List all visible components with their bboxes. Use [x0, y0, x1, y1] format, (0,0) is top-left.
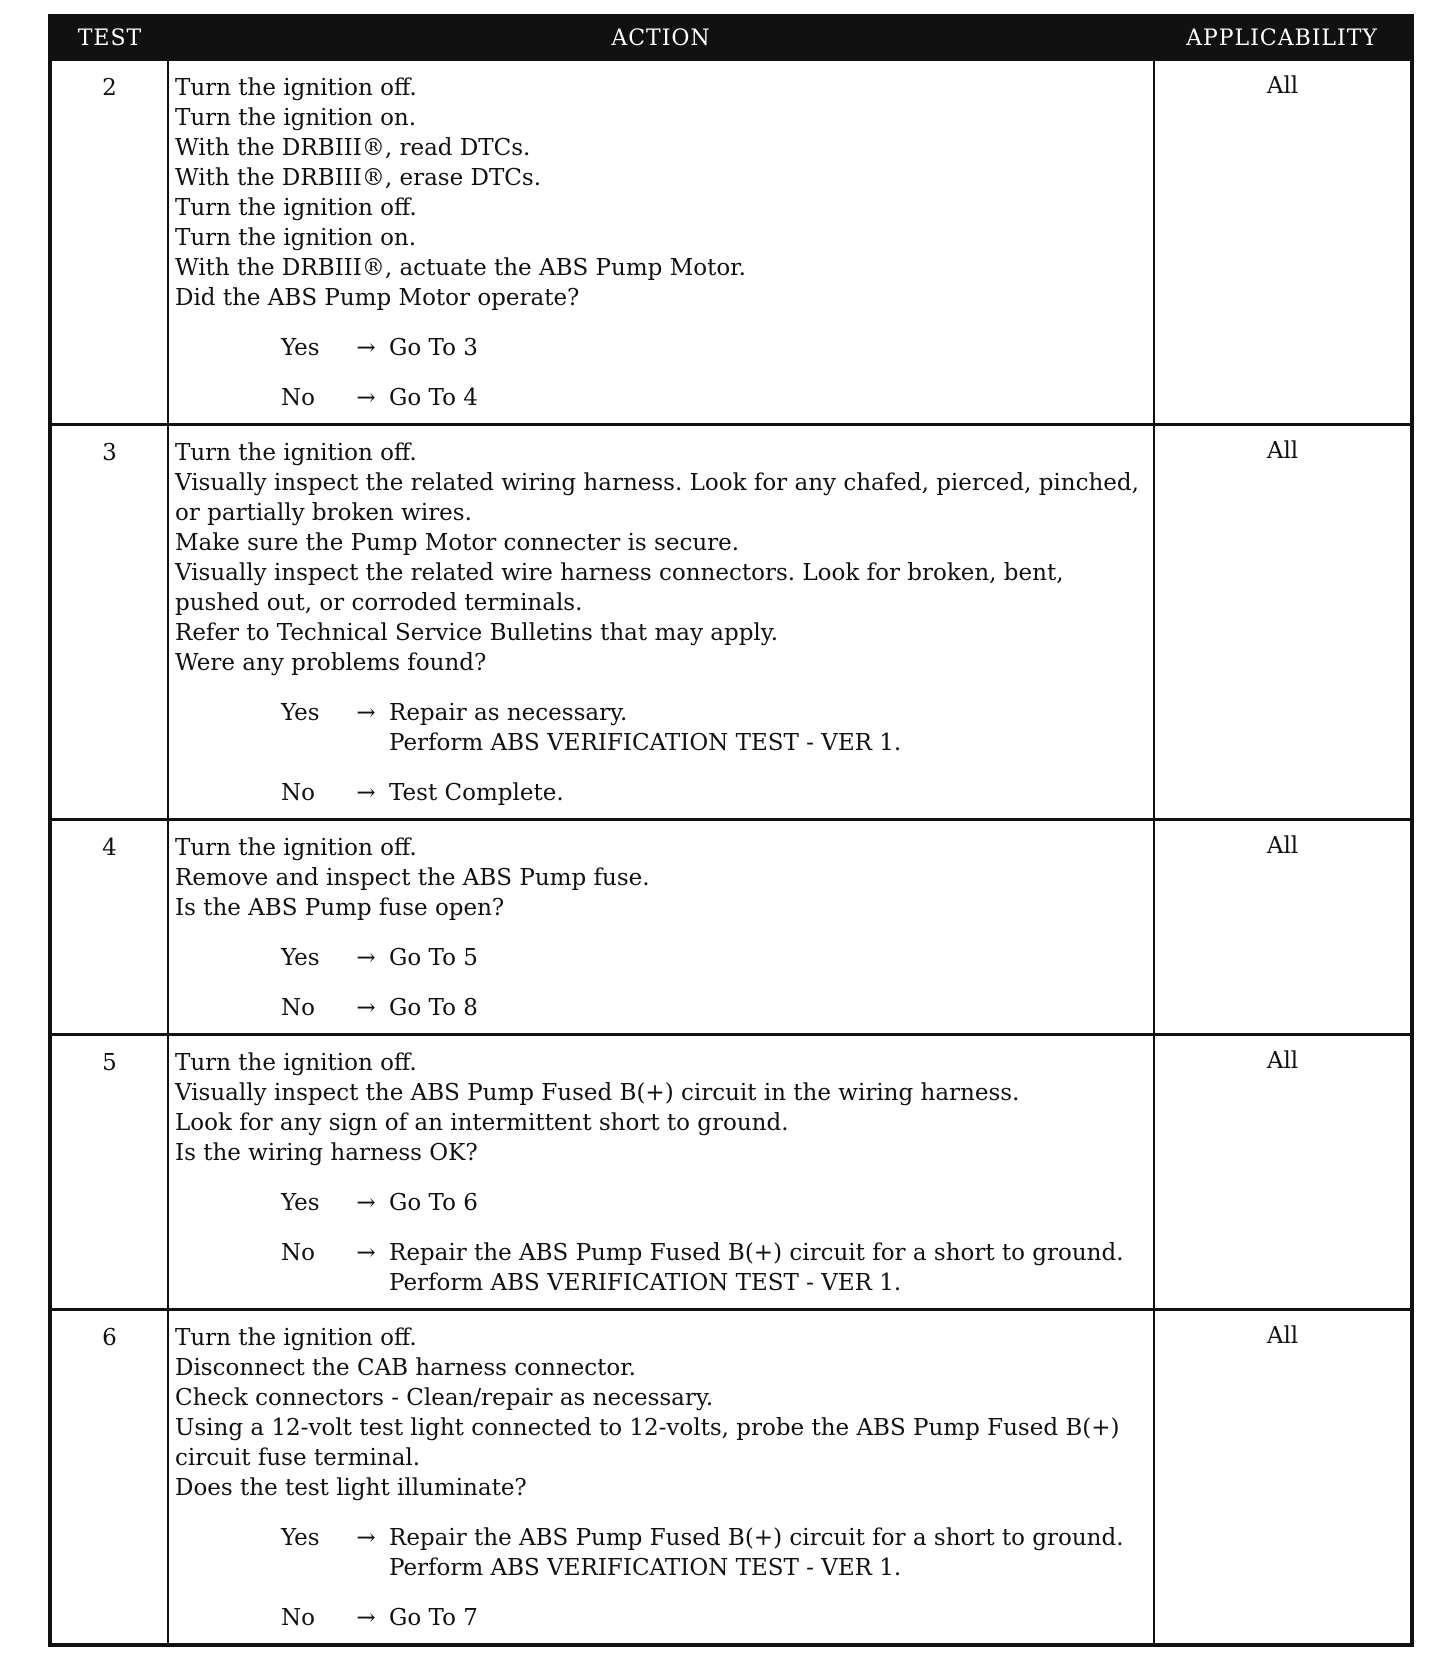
instruction-line: Remove and inspect the ABS Pump fuse. — [175, 865, 650, 891]
outcome-list — [175, 698, 1147, 808]
table-row — [50, 60, 1412, 425]
arrow-right-icon: → — [356, 1190, 376, 1216]
outcome-result-line: Perform ABS VERIFICATION TEST - VER 1. — [389, 1270, 902, 1296]
outcome-list — [175, 1188, 1147, 1298]
outcome-yes — [175, 333, 1147, 363]
applicability-value: All — [1154, 60, 1412, 425]
outcome-yes — [175, 943, 1147, 973]
arrow-right-icon: → — [356, 335, 376, 361]
table-row — [50, 425, 1412, 820]
outcome-answer: No — [281, 780, 315, 806]
instruction-list — [175, 73, 1147, 313]
instruction-line: Were any problems found? — [175, 650, 487, 676]
column-header-test: TEST — [50, 16, 168, 60]
outcome-result — [389, 1188, 1147, 1218]
outcome-result — [389, 1603, 1147, 1633]
instruction-line: With the DRBIII®, actuate the ABS Pump Motor. — [175, 255, 746, 281]
instruction-line: Visually inspect the related wiring harness. Look for any chafed, pierced, pinched, or partially broken wires. — [175, 470, 1139, 526]
outcome-result-line: Repair the ABS Pump Fused B(+) circuit for a short to ground. — [389, 1240, 1124, 1266]
outcome-answer: Yes — [281, 1525, 320, 1551]
outcome-answer: No — [281, 995, 315, 1021]
table-body — [50, 60, 1412, 1646]
instruction-line: With the DRBIII®, erase DTCs. — [175, 165, 542, 191]
instruction-line: Turn the ignition off. — [175, 440, 417, 466]
instruction-list — [175, 1048, 1147, 1168]
outcome-result — [389, 333, 1147, 363]
instruction-line: Turn the ignition on. — [175, 105, 417, 131]
outcome-answer: No — [281, 385, 315, 411]
outcome-list — [175, 333, 1147, 413]
outcome-result-line: Repair the ABS Pump Fused B(+) circuit for a short to ground. — [389, 1525, 1124, 1551]
outcome-answer: Yes — [281, 700, 320, 726]
outcome-answer: Yes — [281, 945, 320, 971]
instruction-line: With the DRBIII®, read DTCs. — [175, 135, 531, 161]
arrow-right-icon: → — [356, 995, 376, 1021]
column-header-applicability: APPLICABILITY — [1154, 16, 1412, 60]
test-number: 3 — [50, 425, 168, 820]
outcome-list — [175, 943, 1147, 1023]
outcome-result — [389, 778, 1147, 808]
table-header — [50, 16, 1412, 60]
instruction-line: Turn the ignition off. — [175, 195, 417, 221]
outcome-no — [175, 993, 1147, 1023]
arrow-right-icon: → — [356, 700, 376, 726]
table-row — [50, 820, 1412, 1035]
instruction-line: Disconnect the CAB harness connector. — [175, 1355, 636, 1381]
arrow-right-icon: → — [356, 780, 376, 806]
outcome-no — [175, 1603, 1147, 1633]
instruction-line: Does the test light illuminate? — [175, 1475, 527, 1501]
instruction-line: Look for any sign of an intermittent short to ground. — [175, 1110, 789, 1136]
test-number: 6 — [50, 1310, 168, 1646]
instruction-line: Did the ABS Pump Motor operate? — [175, 285, 580, 311]
applicability-value: All — [1154, 425, 1412, 820]
action-cell — [168, 820, 1154, 1035]
arrow-right-icon: → — [356, 385, 376, 411]
action-cell — [168, 1035, 1154, 1310]
instruction-line: Using a 12-volt test light connected to 12-volts, probe the ABS Pump Fused B(+) circuit fuse terminal. — [175, 1415, 1120, 1471]
outcome-result-line: Go To 4 — [389, 385, 478, 411]
diagnostic-test-table — [48, 14, 1414, 1647]
outcome-result-line: Go To 5 — [389, 945, 478, 971]
action-cell — [168, 60, 1154, 425]
action-cell — [168, 1310, 1154, 1646]
outcome-no — [175, 383, 1147, 413]
applicability-value: All — [1154, 1310, 1412, 1646]
outcome-result-line: Perform ABS VERIFICATION TEST - VER 1. — [389, 1555, 902, 1581]
outcome-answer: No — [281, 1605, 315, 1631]
test-number: 2 — [50, 60, 168, 425]
outcome-yes — [175, 1523, 1147, 1583]
outcome-result-line: Repair as necessary. — [389, 700, 628, 726]
outcome-answer: No — [281, 1240, 315, 1266]
outcome-result — [389, 1523, 1147, 1583]
instruction-line: Visually inspect the ABS Pump Fused B(+) circuit in the wiring harness. — [175, 1080, 1020, 1106]
instruction-list — [175, 833, 1147, 923]
arrow-right-icon: → — [356, 1605, 376, 1631]
outcome-result-line: Go To 3 — [389, 335, 478, 361]
outcome-result-line: Go To 6 — [389, 1190, 478, 1216]
instruction-list — [175, 1323, 1147, 1503]
instruction-line: Turn the ignition off. — [175, 1325, 417, 1351]
outcome-result — [389, 383, 1147, 413]
outcome-result-line: Go To 7 — [389, 1605, 478, 1631]
outcome-result-line: Test Complete. — [389, 780, 564, 806]
applicability-value: All — [1154, 820, 1412, 1035]
instruction-line: Make sure the Pump Motor connecter is secure. — [175, 530, 740, 556]
instruction-list — [175, 438, 1147, 678]
column-header-action: ACTION — [168, 16, 1154, 60]
instruction-line: Turn the ignition off. — [175, 1050, 417, 1076]
outcome-result-line: Go To 8 — [389, 995, 478, 1021]
outcome-answer: Yes — [281, 1190, 320, 1216]
outcome-list — [175, 1523, 1147, 1633]
instruction-line: Is the wiring harness OK? — [175, 1140, 478, 1166]
outcome-result — [389, 993, 1147, 1023]
arrow-right-icon: → — [356, 1525, 376, 1551]
outcome-answer: Yes — [281, 335, 320, 361]
test-number: 4 — [50, 820, 168, 1035]
instruction-line: Visually inspect the related wire harness connectors. Look for broken, bent, pushed out, or corroded terminals. — [175, 560, 1064, 616]
outcome-result — [389, 698, 1147, 758]
outcome-result — [389, 1238, 1147, 1298]
outcome-yes — [175, 698, 1147, 758]
outcome-no — [175, 778, 1147, 808]
outcome-no — [175, 1238, 1147, 1298]
instruction-line: Turn the ignition off. — [175, 835, 417, 861]
test-number: 5 — [50, 1035, 168, 1310]
instruction-line: Is the ABS Pump fuse open? — [175, 895, 505, 921]
applicability-value: All — [1154, 1035, 1412, 1310]
table-row — [50, 1310, 1412, 1646]
action-cell — [168, 425, 1154, 820]
instruction-line: Turn the ignition off. — [175, 75, 417, 101]
table-row — [50, 1035, 1412, 1310]
instruction-line: Refer to Technical Service Bulletins that may apply. — [175, 620, 779, 646]
arrow-right-icon: → — [356, 1240, 376, 1266]
instruction-line: Check connectors - Clean/repair as necessary. — [175, 1385, 714, 1411]
outcome-yes — [175, 1188, 1147, 1218]
outcome-result — [389, 943, 1147, 973]
instruction-line: Turn the ignition on. — [175, 225, 417, 251]
arrow-right-icon: → — [356, 945, 376, 971]
outcome-result-line: Perform ABS VERIFICATION TEST - VER 1. — [389, 730, 902, 756]
